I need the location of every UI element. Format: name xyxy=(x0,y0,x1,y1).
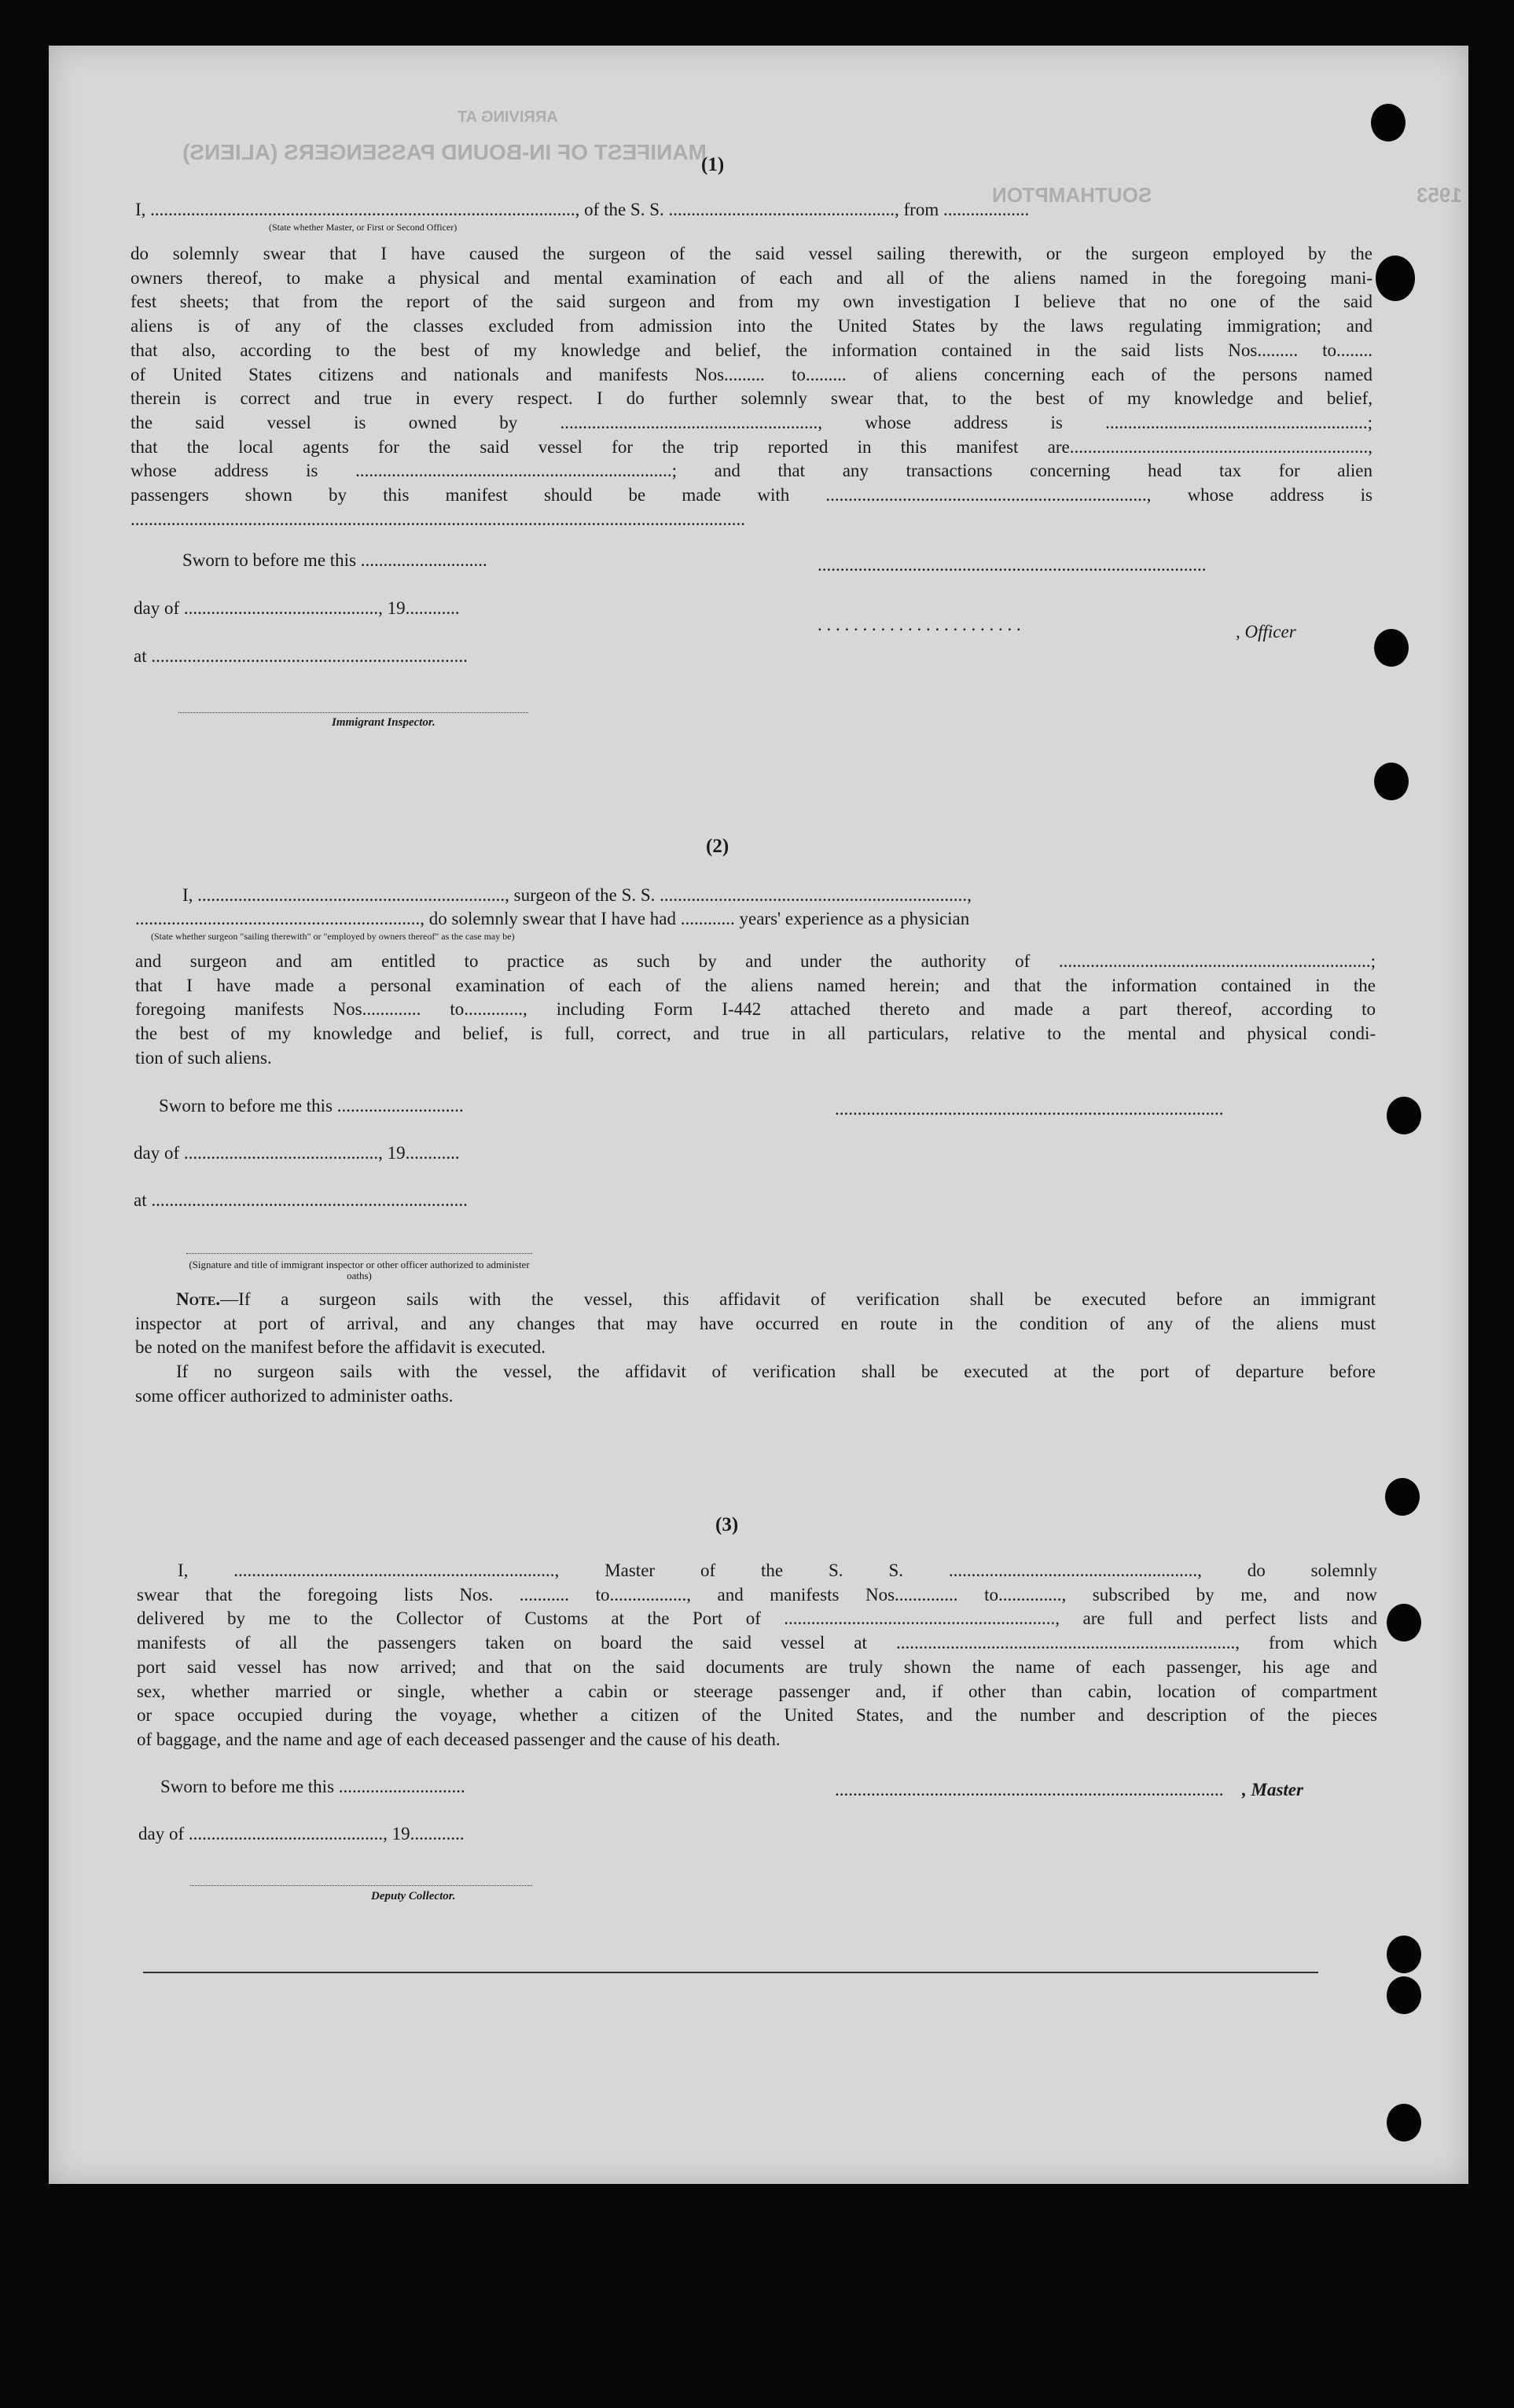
section-2-sworn: Sworn to before me this ............................ xyxy=(159,1096,464,1116)
affidavit-line: tion of such aliens. xyxy=(135,1047,272,1068)
punch-hole xyxy=(1387,1936,1421,1973)
affidavit-line: the said vessel is owned by ........................................................., whose address is ..........................................................; xyxy=(130,412,1373,432)
section-2-second-line: ..............................................................., do solemnly swear that I have had ............ years' experience as a physician xyxy=(135,909,970,928)
affidavit-line: port said vessel has now arrived; and that on the said documents are truly shown the name of each passenger, his age and xyxy=(137,1656,1377,1677)
section-2-at: at ...................................................................... xyxy=(134,1190,468,1210)
section-3-signature-line: ...................................................................................... xyxy=(835,1780,1224,1800)
punch-hole xyxy=(1376,256,1415,301)
inspector-signature-line xyxy=(186,1253,532,1254)
affidavit-line: ........................................................................................................................................ xyxy=(130,509,745,529)
section-1-day: day of ..........................................., 19............ xyxy=(134,598,460,618)
affidavit-line: and surgeon and am entitled to practice as such by and under the authority of .....................................................................; xyxy=(135,951,1376,971)
affidavit-line: that also, according to the best of my knowledge and belief, the information contained in the said lists Nos......... to........ xyxy=(130,340,1373,360)
affidavit-line: foregoing manifests Nos............. to............., including Form I-442 attached thereto and made a part thereof, according to xyxy=(135,999,1376,1020)
section-3-affidavit xyxy=(137,1559,1377,1752)
bleed-through-year: 1953 xyxy=(1417,183,1462,207)
section-1-officer-caption: (State whether Master, or First or Second Officer) xyxy=(269,222,458,233)
punch-hole xyxy=(1374,629,1409,667)
affidavit-line: that the local agents for the said vessel for the trip reported in this manifest are.................................................................., xyxy=(130,436,1373,457)
punch-hole xyxy=(1385,1478,1420,1516)
signature-title-caption: (Signature and title of immigrant inspector or other officer authorized to administer oaths) xyxy=(189,1259,530,1281)
section-1-heading: (1) xyxy=(701,154,725,175)
affidavit-line: therein is correct and true in every respect. I do further solemnly swear that, to the best of my knowledge and belief, xyxy=(130,388,1373,409)
section-1-signature-line: ...................................................................................... xyxy=(818,555,1207,575)
affidavit-line: fest sheets; that from the report of the said surgeon and from my own investigation I believe that no one of the said xyxy=(130,292,1373,312)
section-1-officer-line: . . . . . . . . . . . . . . . . . . . . . . . xyxy=(818,615,1021,634)
punch-hole xyxy=(1387,1976,1421,2014)
affidavit-line: or space occupied during the voyage, whether a citizen of the United States, and the number and description of the pieces xyxy=(137,1705,1377,1726)
affidavit-line: of United States citizens and nationals and manifests Nos......... to......... of aliens concerning each of the persons named xyxy=(130,364,1373,384)
note-label: Note. xyxy=(176,1289,221,1309)
section-2-surgeon-caption: (State whether surgeon "sailing therewith" or "employed by owners thereof" as the case may be) xyxy=(151,931,515,942)
affidavit-line: swear that the foregoing lists Nos. ........... to................., and manifests Nos.............. to.............., subscribed by me, and now xyxy=(137,1584,1377,1605)
punch-hole xyxy=(1371,104,1406,142)
note-line: some officer authorized to administer oaths. xyxy=(135,1385,454,1406)
master-label: , Master xyxy=(1242,1780,1303,1800)
punch-hole xyxy=(1387,2104,1421,2141)
section-1-first-line: I, .............................................................................................., of the S. S. .................................................., from ................... xyxy=(135,200,1030,219)
document-page xyxy=(49,46,1468,2184)
punch-hole xyxy=(1374,763,1409,800)
inspector-signature-line xyxy=(178,712,528,713)
affidavit-line: passengers shown by this manifest should be made with ......................................................................., whose address is xyxy=(130,485,1373,505)
section-3-sworn: Sworn to before me this ............................ xyxy=(160,1777,465,1796)
affidavit-line: whose address is ......................................................................; and that any transactions concerning head tax for alien xyxy=(130,461,1373,481)
surgeon-note xyxy=(135,1288,1376,1360)
bleed-through-port: SOUTHAMPTON xyxy=(992,183,1152,207)
section-2-heading: (2) xyxy=(706,836,729,857)
affidavit-line: manifests of all the passengers taken on board the said vessel at ..........................................................................., from which xyxy=(137,1633,1377,1653)
section-1-sworn: Sworn to before me this ............................ xyxy=(182,550,487,570)
affidavit-line: of baggage, and the name and age of each deceased passenger and the cause of his death. xyxy=(137,1729,781,1749)
surgeon-note-2 xyxy=(135,1360,1376,1408)
affidavit-line: aliens is of any of the classes excluded from admission into the United States by the laws regulating immigration; and xyxy=(130,316,1373,336)
affidavit-line: delivered by me to the Collector of Customs at the Port of ............................................................, are full and perfect lists and xyxy=(137,1608,1377,1629)
section-3-day: day of ..........................................., 19............ xyxy=(138,1824,465,1844)
note-line: If no surgeon sails with the vessel, the affidavit of verification shall be executed at the port of departure before xyxy=(176,1362,1376,1381)
bleed-through-subtitle: ARRIVING AT xyxy=(458,108,558,126)
affidavit-line: owners thereof, to make a physical and mental examination of each and all of the aliens named in the foregoing mani- xyxy=(130,267,1373,288)
punch-hole xyxy=(1387,1097,1421,1134)
section-2-day: day of ..........................................., 19............ xyxy=(134,1143,460,1163)
affidavit-line: sex, whether married or single, whether a cabin or steerage passenger and, if other than cabin, location of compartment xyxy=(137,1681,1377,1701)
section-2-first-line: I, ...................................................................., surgeon of the S. S. ...................................................................., xyxy=(182,885,972,905)
note-line: be noted on the manifest before the affidavit is executed. xyxy=(135,1337,546,1358)
bottom-rule xyxy=(143,1972,1318,1973)
immigrant-inspector-caption: Immigrant Inspector. xyxy=(332,716,435,729)
section-3-heading: (3) xyxy=(715,1514,739,1535)
affidavit-line: that I have made a personal examination of each of the aliens named herein; and that the information contained in the xyxy=(135,975,1376,995)
collector-signature-line xyxy=(190,1885,532,1886)
officer-label: , Officer xyxy=(1236,622,1296,642)
section-2-affidavit xyxy=(135,950,1376,1071)
note-line xyxy=(135,1288,1376,1312)
section-2-signature-line: ...................................................................................... xyxy=(835,1099,1224,1119)
bleed-through-title: MANIFEST OF IN-BOUND PASSENGERS (ALIENS) xyxy=(182,140,707,164)
section-1-affidavit xyxy=(130,242,1373,531)
note-text: —If a surgeon sails with the vessel, this affidavit of verification shall be executed before an immigrant xyxy=(220,1289,1376,1309)
section-1-at: at ...................................................................... xyxy=(134,646,468,666)
affidavit-line: the best of my knowledge and belief, is full, correct, and true in all particulars, relative to the mental and physical condi- xyxy=(135,1024,1376,1044)
deputy-collector-caption: Deputy Collector. xyxy=(371,1890,456,1903)
punch-hole xyxy=(1387,1604,1421,1641)
note-line: inspector at port of arrival, and any changes that may have occurred en route in the condition of any of the aliens must xyxy=(135,1313,1376,1333)
affidavit-line: I, ......................................................................., Master of the S. S. ......................................................., do solemnly xyxy=(178,1561,1377,1580)
affidavit-line: do solemnly swear that I have caused the surgeon of the said vessel sailing therewith, or the surgeon employed by the xyxy=(130,244,1373,263)
